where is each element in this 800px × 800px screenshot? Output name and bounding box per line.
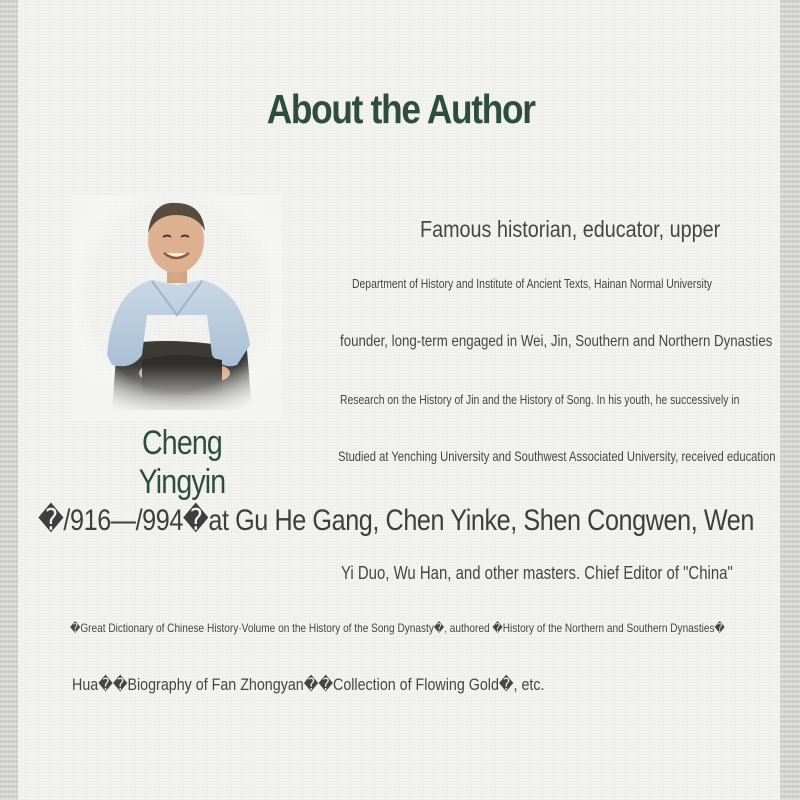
- bio-line-7: Yi Duo, Wu Han, and other masters. Chief Editor of "China": [341, 563, 733, 583]
- paper-edge-left: [0, 0, 18, 800]
- author-name: Cheng Yingyin: [138, 424, 226, 501]
- author-portrait: [72, 195, 282, 420]
- bio-line-2: Department of History and Institute of Ancient Texts, Hainan Normal University: [352, 276, 712, 291]
- bio-line-8: �Great Dictionary of Chinese History·Volume on the History of the Song Dynasty�, authored �History of the Northern and Southern Dynasties�: [70, 621, 725, 635]
- page-title: About the Author: [266, 86, 535, 132]
- paper-edge-right: [780, 0, 800, 800]
- bio-line-9: Hua��Biography of Fan Zhongyan��Collection of Flowing Gold�, etc.: [72, 675, 545, 694]
- bio-line-6: �/916—/994�at Gu He Gang, Chen Yinke, Shen Congwen, Wen: [38, 504, 754, 537]
- bio-line-5: Studied at Yenching University and Southwest Associated University, received education: [338, 448, 776, 464]
- bio-line-3: founder, long-term engaged in Wei, Jin, Southern and Northern Dynasties: [340, 333, 773, 350]
- bio-line-1: Famous historian, educator, upper: [420, 216, 721, 242]
- author-photo-icon: [72, 195, 282, 420]
- bio-line-4: Research on the History of Jin and the History of Song. In his youth, he successively in: [340, 392, 740, 407]
